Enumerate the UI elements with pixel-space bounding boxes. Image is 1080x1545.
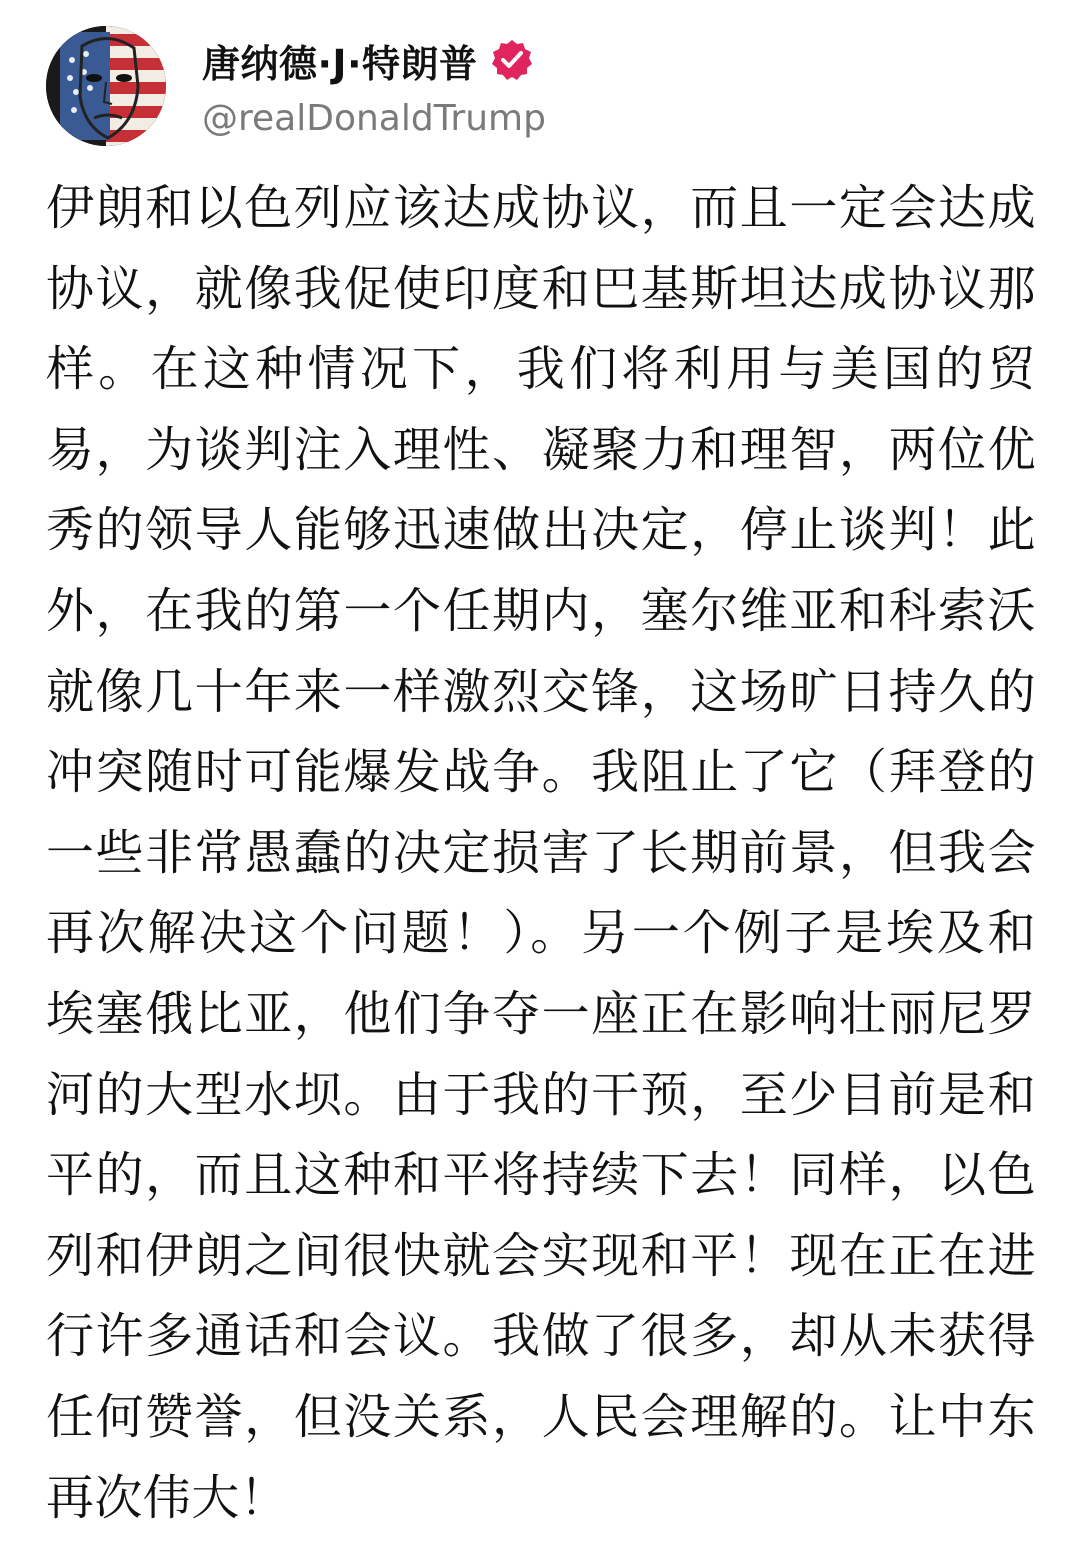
avatar[interactable]: [46, 26, 166, 146]
post-body-text: 伊朗和以色列应该达成协议，而且一定会达成协议，就像我促使印度和巴基斯坦达成协议那样。在这种情况下，我们将利用与美国的贸易，为谈判注入理性、凝聚力和理智，两位优秀的领导人能够迅速做出决定，停止谈判！此外，在我的第一个任期内，塞尔维亚和科索沃就像几十年来一样激烈交锋，这场旷日持久的冲突随时可能爆发战争。我阻止了它（拜登的一些非常愚蠢的决定损害了长期前景，但我会再次解决这个问题！）。另一个例子是埃及和埃塞俄比亚，他们争夺一座正在影响壮丽尼罗河的大型水坝。由于我的干预，至少目前是和平的，而且这种和平将持续下去！同样，以色列和伊朗之间很快就会实现和平！现在正在进行许多通话和会议。我做了很多，却从未获得任何赞誉，但没关系，人民会理解的。让中东再次伟大！: [46, 180, 1036, 1526]
flag-face-avatar-icon: [46, 26, 166, 146]
verified-badge-icon: [490, 38, 534, 82]
author-handle[interactable]: @realDonaldTrump: [202, 98, 546, 139]
post-header: [46, 24, 1046, 154]
author-display-name[interactable]: 唐纳德·J·特朗普: [202, 41, 478, 86]
author-name-row: [202, 30, 534, 90]
